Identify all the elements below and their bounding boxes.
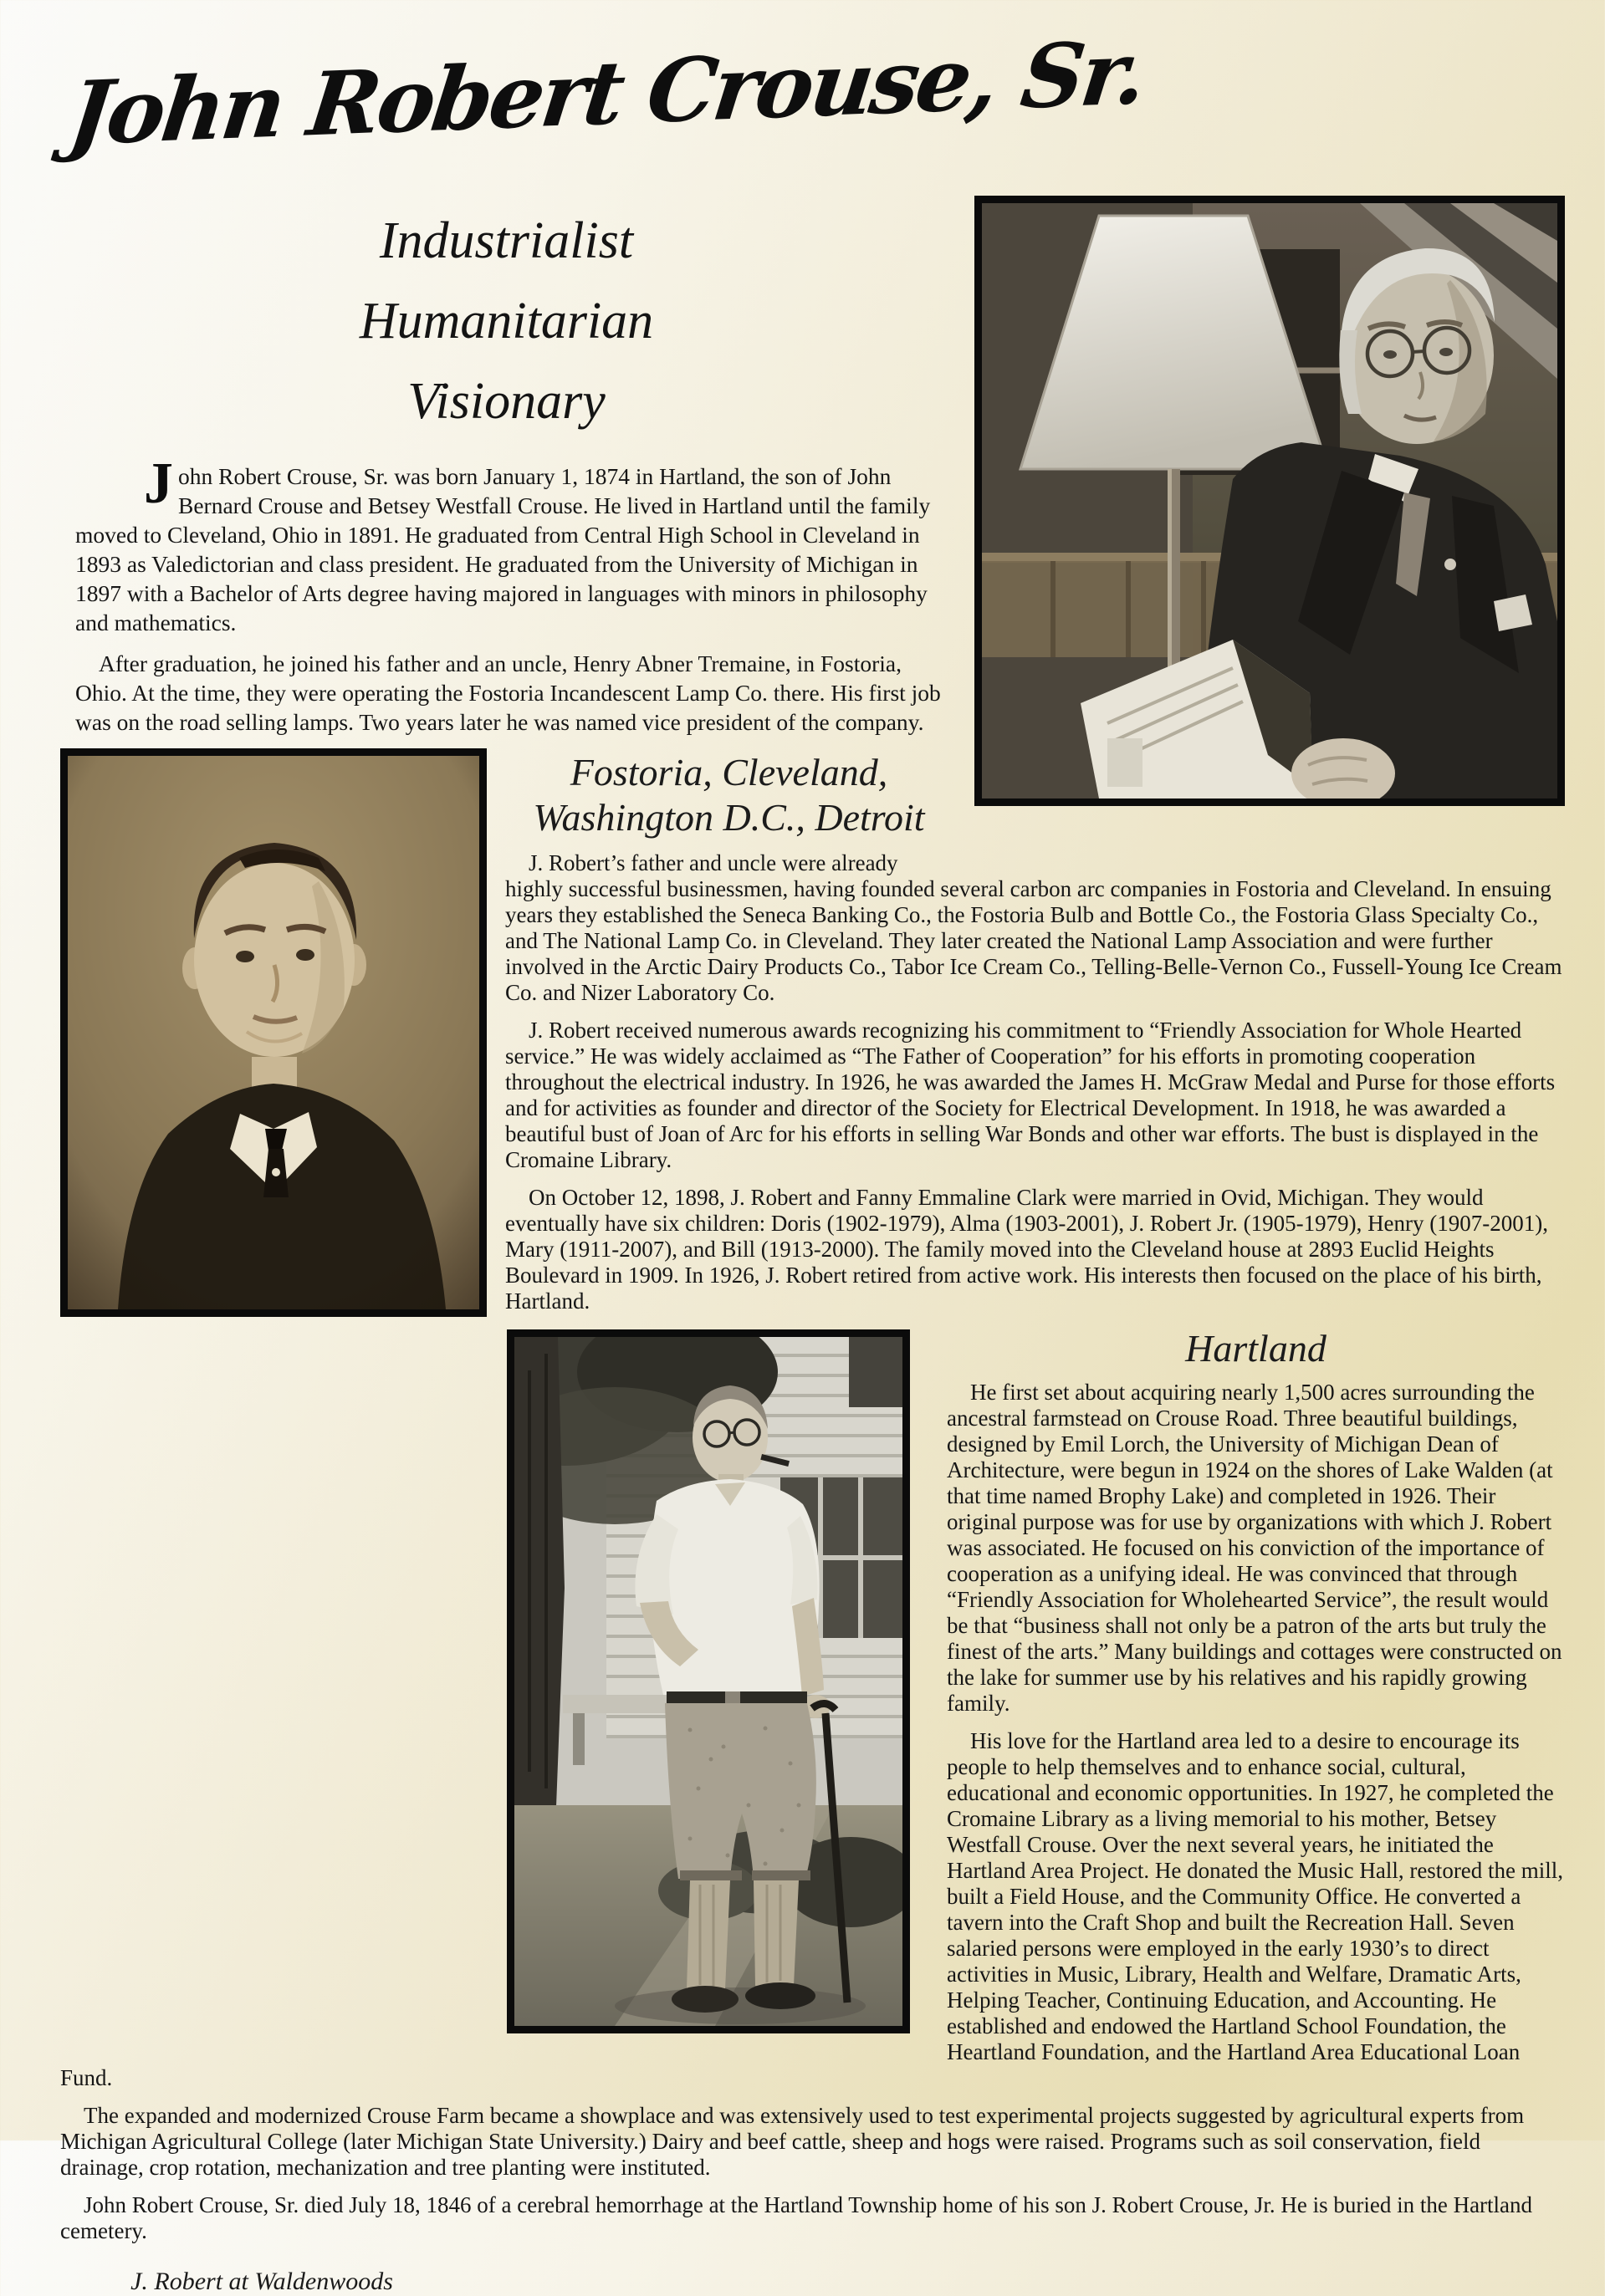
role-visionary: Visionary (407, 373, 606, 430)
fostoria-paragraph-1: J. Robert’s father and uncle were already highly successful businessmen, having founded several carbon arc companies in Fostoria and Cleveland. In ensuing years they established the Seneca Banking Co., the Fostoria Bulb and Bottle Co., the Fostoria Glass Specialty Co., and The National Lamp Co. in Cleveland. They later created the National Lamp Association and were further involved in the Arctic Dairy Products Co., Tabor Ice Cream Co., Telling-Belle-Vernon Co., Fussell-Young Ice Cream Co. and Nizer Laboratory Co. (505, 850, 1562, 1005)
photo-elderly-crouse-reading-image (982, 203, 1557, 798)
section-heading-fostoria-line1: Fostoria, Cleveland, (570, 751, 888, 793)
section-heading-hartland: Hartland (1185, 1327, 1326, 1370)
role-humanitarian: Humanitarian (359, 293, 654, 350)
page-title: John Robert Crouse, Sr. (64, 20, 1149, 166)
hartland-paragraph-4: John Robert Crouse, Sr. died July 18, 1846 of a cerebral hemorrhage at the Hartland Township home of his son J. Robert Crouse, Jr. He is buried in the Hartland cemetery. (60, 2192, 1533, 2243)
photo-crouse-standing-waldenwoods (507, 1329, 910, 2033)
fostoria-paragraph-2: J. Robert received numerous awards recognizing his commitment to “Friendly Association for Whole Hearted service.” He was widely acclaimed as “The Father of Cooperation” for his efforts in promoting cooperation throughout the electrical industry. In 1926, he was awarded the James H. McGraw Medal and Purse for those efforts and for activities as founder and director of the Society for Electrical Development. In 1918, he was awarded a beautiful bust of Joan of Arc for his efforts in selling War Bonds and other war efforts. The bust is displayed in the Cromaine Library. (505, 1018, 1556, 1172)
photo-young-crouse-portrait-image (68, 756, 479, 1309)
hartland-paragraph-3: The expanded and modernized Crouse Farm became a showplace and was extensively used to test experimental projects suggested by agricultural experts from Michigan Agricultural College (later Michigan State University.) Dairy and beef cattle, sheep and hogs were raised. Programs such as soil conservation, field drainage, crop rotation, mechanization and tree planting were instituted. (60, 2103, 1525, 2180)
photo-young-crouse-portrait (60, 748, 487, 1317)
fostoria-paragraph-3: On October 12, 1898, J. Robert and Fanny Emmaline Clark were married in Ovid, Michigan. They would eventually have six children: Doris (1902-1979), Alma (1903-2001), J. Robert Jr. (1905-1979), Henry (1907-2001), Mary (1911-2007), and Bill (1913-2000). The family moved into the Cleveland house at 2893 Euclid Heights Boulevard in 1909. In 1926, J. Robert retired from active work. His interests then focused on the place of his birth, Hartland. (505, 1185, 1549, 1314)
photo-elderly-crouse-reading (974, 196, 1565, 806)
photo-caption: J. Robert at Waldenwoods (130, 2268, 393, 2295)
dropcap-letter: J (144, 452, 173, 516)
intro-paragraph-2: After graduation, he joined his father and an uncle, Henry Abner Tremaine, in Fostoria, Ohio. At the time, they were operating the Fostoria Incandescent Lamp Co. there. His first job was on the road selling lamps. Two years later he was named vice president of the company. (75, 651, 941, 735)
photo-crouse-standing-waldenwoods-image (514, 1337, 902, 2026)
section-heading-fostoria-line2: Washington D.C., Detroit (533, 796, 925, 839)
role-industrialist: Industrialist (379, 212, 634, 269)
intro-paragraph-1-text: ohn Robert Crouse, Sr. was born January 1, 1874 in Hartland, the son of John Bernard Crouse and Betsey Westfall Crouse. He lived in Hartland until the family moved to Cleveland, Ohio in 1891. He graduated from Central High School in Cleveland in 1893 as Valedictorian and class president. He graduated from the University of Michigan in 1897 with a Bachelor of Arts degree having majored in languages with minors in philosophy and mathematics. (75, 463, 931, 635)
hartland-paragraph-2: His love for the Hartland area led to a desire to encourage its people to help themselves and to enhance social, cultural, educational and economic opportunities. In 1927, he completed the Cromaine Library as a living memorial to his mother, Betsey Westfall Crouse. Over the next several years, he initiated the Hartland Area Project. He donated the Music Hall, restored the mill, built a Field House, and the Community Office. He converted a tavern into the Craft Shop and built the Recreation Hall. Seven salaried persons were employed in the early 1930’s to direct activities in Music, Library, Health and Welfare, Dramatic Arts, Helping Teacher, Continuing Education, and Accounting. He established and endowed the Hartland School Foundation, the Heartland Foundation, and the Hartland Area Educational Loan Fund. (60, 1728, 1564, 2090)
hartland-paragraph-1: He first set about acquiring nearly 1,500 acres surrounding the ancestral farmstead on Crouse Road. Three beautiful buildings, designed by Emil Lorch, the University of Michigan Dean of Architecture, were begun in 1924 on the shores of Lake Walden (at that time named Brophy Lake) and completed in 1926. Their original purpose was for use by organizations with which J. Robert was associated. He focused on his conviction of the importance of cooperation as a unifying ideal. He was convinced that through “Friendly Association for Wholehearted Service”, the result would be that “business shall not only be a patron of the arts but truly the finest of the arts.” Many buildings and cottages were constructed on the lake for summer use by his relatives and his rapidly growing family. (947, 1380, 1562, 1716)
